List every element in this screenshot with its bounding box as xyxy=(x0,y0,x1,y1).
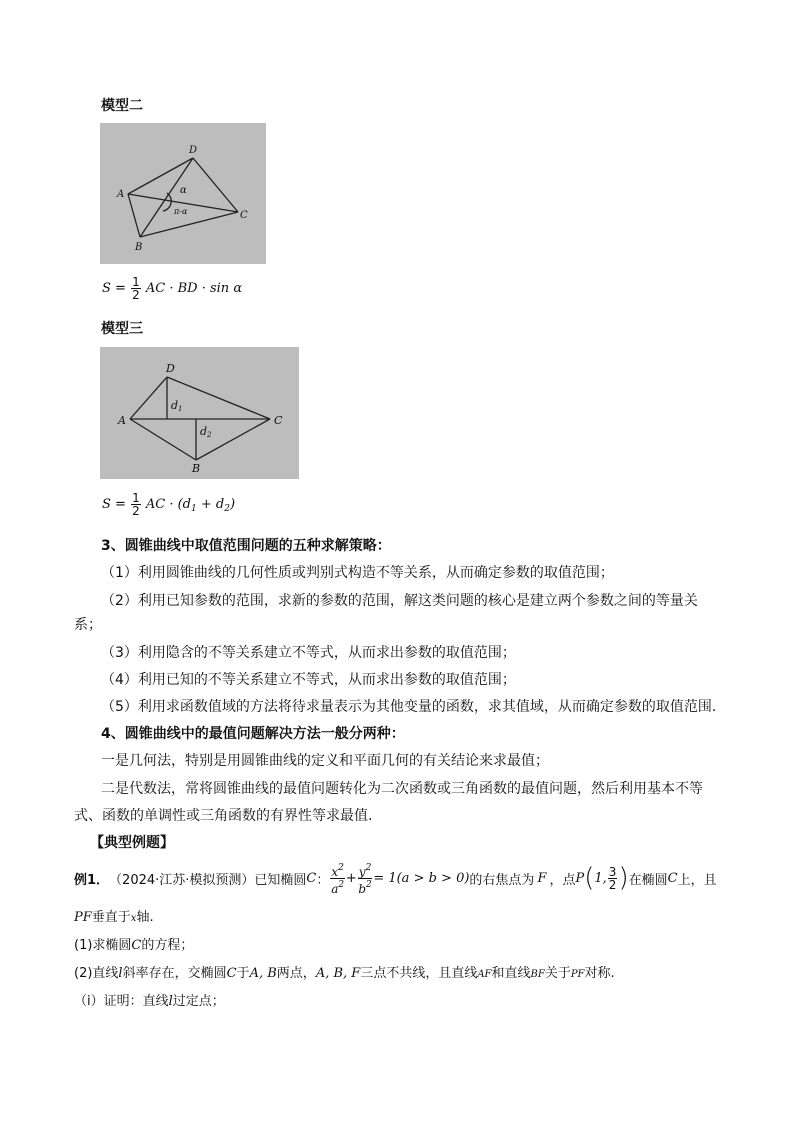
formula-fraction: $\frac{1}{2}$ xyxy=(132,275,140,302)
model3-figure xyxy=(100,347,299,479)
examples-heading: 【典型例题】 xyxy=(90,835,174,851)
ellipse-c: C xyxy=(667,870,678,886)
section3-item-2-cont: 系； xyxy=(74,617,102,633)
label-D: D xyxy=(166,362,175,375)
model2-figure xyxy=(100,123,266,264)
point-text: ，点 xyxy=(549,872,576,888)
section3-heading: 3、圆锥曲线中取值范围问题的五种求解策略： xyxy=(101,538,391,554)
label-A: A xyxy=(118,414,126,427)
point-x: 1, xyxy=(594,870,607,886)
model3-formula xyxy=(102,492,235,517)
example-label: 例1． xyxy=(74,872,110,888)
label-D: D xyxy=(189,145,198,156)
label-pi-alpha: π-α xyxy=(174,207,188,216)
label-A: A xyxy=(117,189,125,200)
label-alpha: α xyxy=(180,185,187,196)
focus-text: 的右焦点为 xyxy=(469,872,535,888)
fraction-y2-b2: $\frac{y^2}{b^2}$ xyxy=(358,862,372,896)
on-end-text: 上，且 xyxy=(677,872,717,888)
example1-q2: (2)直线l斜率存在，交椭圆C于A, B两点，A, B, F三点不共线，且直线AF和直线BF关于PF对称. xyxy=(74,966,615,981)
on-text: 在椭圆 xyxy=(628,872,668,888)
model2-heading: 模型二 xyxy=(101,98,143,114)
section4-p2-line1: 二是代数法，常将圆锥曲线的最值问题转化为二次函数或三角函数的最值问题，然后利用基本不等 xyxy=(101,781,703,797)
point-p: P xyxy=(575,870,585,886)
section3-item-5: （5）利用求函数值域的方法将待求量表示为其他变量的函数，求其值域，从而确定参数的取值范围. xyxy=(101,699,717,715)
label-B: B xyxy=(135,242,143,253)
paren-open: ( xyxy=(584,863,595,893)
paren-close: ) xyxy=(618,863,629,893)
section3-item-3: （3）利用隐含的不等关系建立不等式，从而求出参数的取值范围； xyxy=(101,645,516,661)
section4-p2-line2: 式、函数的单调性或三角函数的有界性等求最值. xyxy=(74,808,373,824)
colon: ： xyxy=(316,872,330,888)
focus-f: F xyxy=(537,870,547,886)
point-y-fraction: $\frac{3}{2}$ xyxy=(608,864,617,892)
label-d1: d1 xyxy=(171,399,183,413)
label-d2: d2 xyxy=(200,425,212,439)
formula-eq: = xyxy=(115,497,126,512)
formula-rest: AC · $(d_1 + d_2)$ xyxy=(145,497,236,514)
section4-p1: 一是几何法，特别是用圆锥曲线的定义和平面几何的有关结论来求最值； xyxy=(101,753,549,769)
formula-rest: AC · BD · sin α xyxy=(145,281,243,296)
label-C: C xyxy=(240,210,248,221)
ellipse-c: C xyxy=(306,870,317,886)
example1-q1: (1)求椭圆C的方程； xyxy=(74,938,194,953)
equation-tail: = 1(a > b > 0) xyxy=(373,870,470,886)
formula-s: S xyxy=(102,497,111,512)
example1-line2: PF垂直于x轴. xyxy=(74,910,154,925)
section3-item-2: （2）利用已知参数的范围，求新的参数的范围，解这类问题的核心是建立两个参数之间的等量关 xyxy=(101,593,698,609)
section3-item-4: （4）利用已知的不等关系建立不等式，从而求出参数的取值范围； xyxy=(101,672,516,688)
example1-q2-i: （ⅰ）证明：直线l过定点； xyxy=(74,994,225,1009)
formula-fraction: $\frac{1}{2}$ xyxy=(132,491,140,518)
example-source: （2024·江苏·模拟预测）已知椭圆 xyxy=(109,872,307,888)
fraction-x2-a2: $\frac{x^2}{a^2}$ xyxy=(331,862,345,896)
label-B: B xyxy=(192,462,201,475)
formula-eq: = xyxy=(115,281,126,296)
example1-line1: 例1． （2024·江苏·模拟预测）已知椭圆 C ： $\frac{x^2}{a^2}$ + $\frac{y^2}{b^2}$ = 1(a > b > 0) 的右焦点为 F ，点 P ( 1, $\frac{3}{2}$ ) 在椭圆 C 上，且 xyxy=(74,862,717,896)
model2-formula xyxy=(102,276,242,301)
formula-s: S xyxy=(102,281,111,296)
label-C: C xyxy=(274,414,283,427)
section4-heading: 4、圆锥曲线中的最值问题解决方法一般分两种： xyxy=(101,726,405,742)
model3-heading: 模型三 xyxy=(101,321,143,337)
section3-item-1: （1）利用圆锥曲线的几何性质或判别式构造不等关系，从而确定参数的取值范围； xyxy=(101,565,614,581)
